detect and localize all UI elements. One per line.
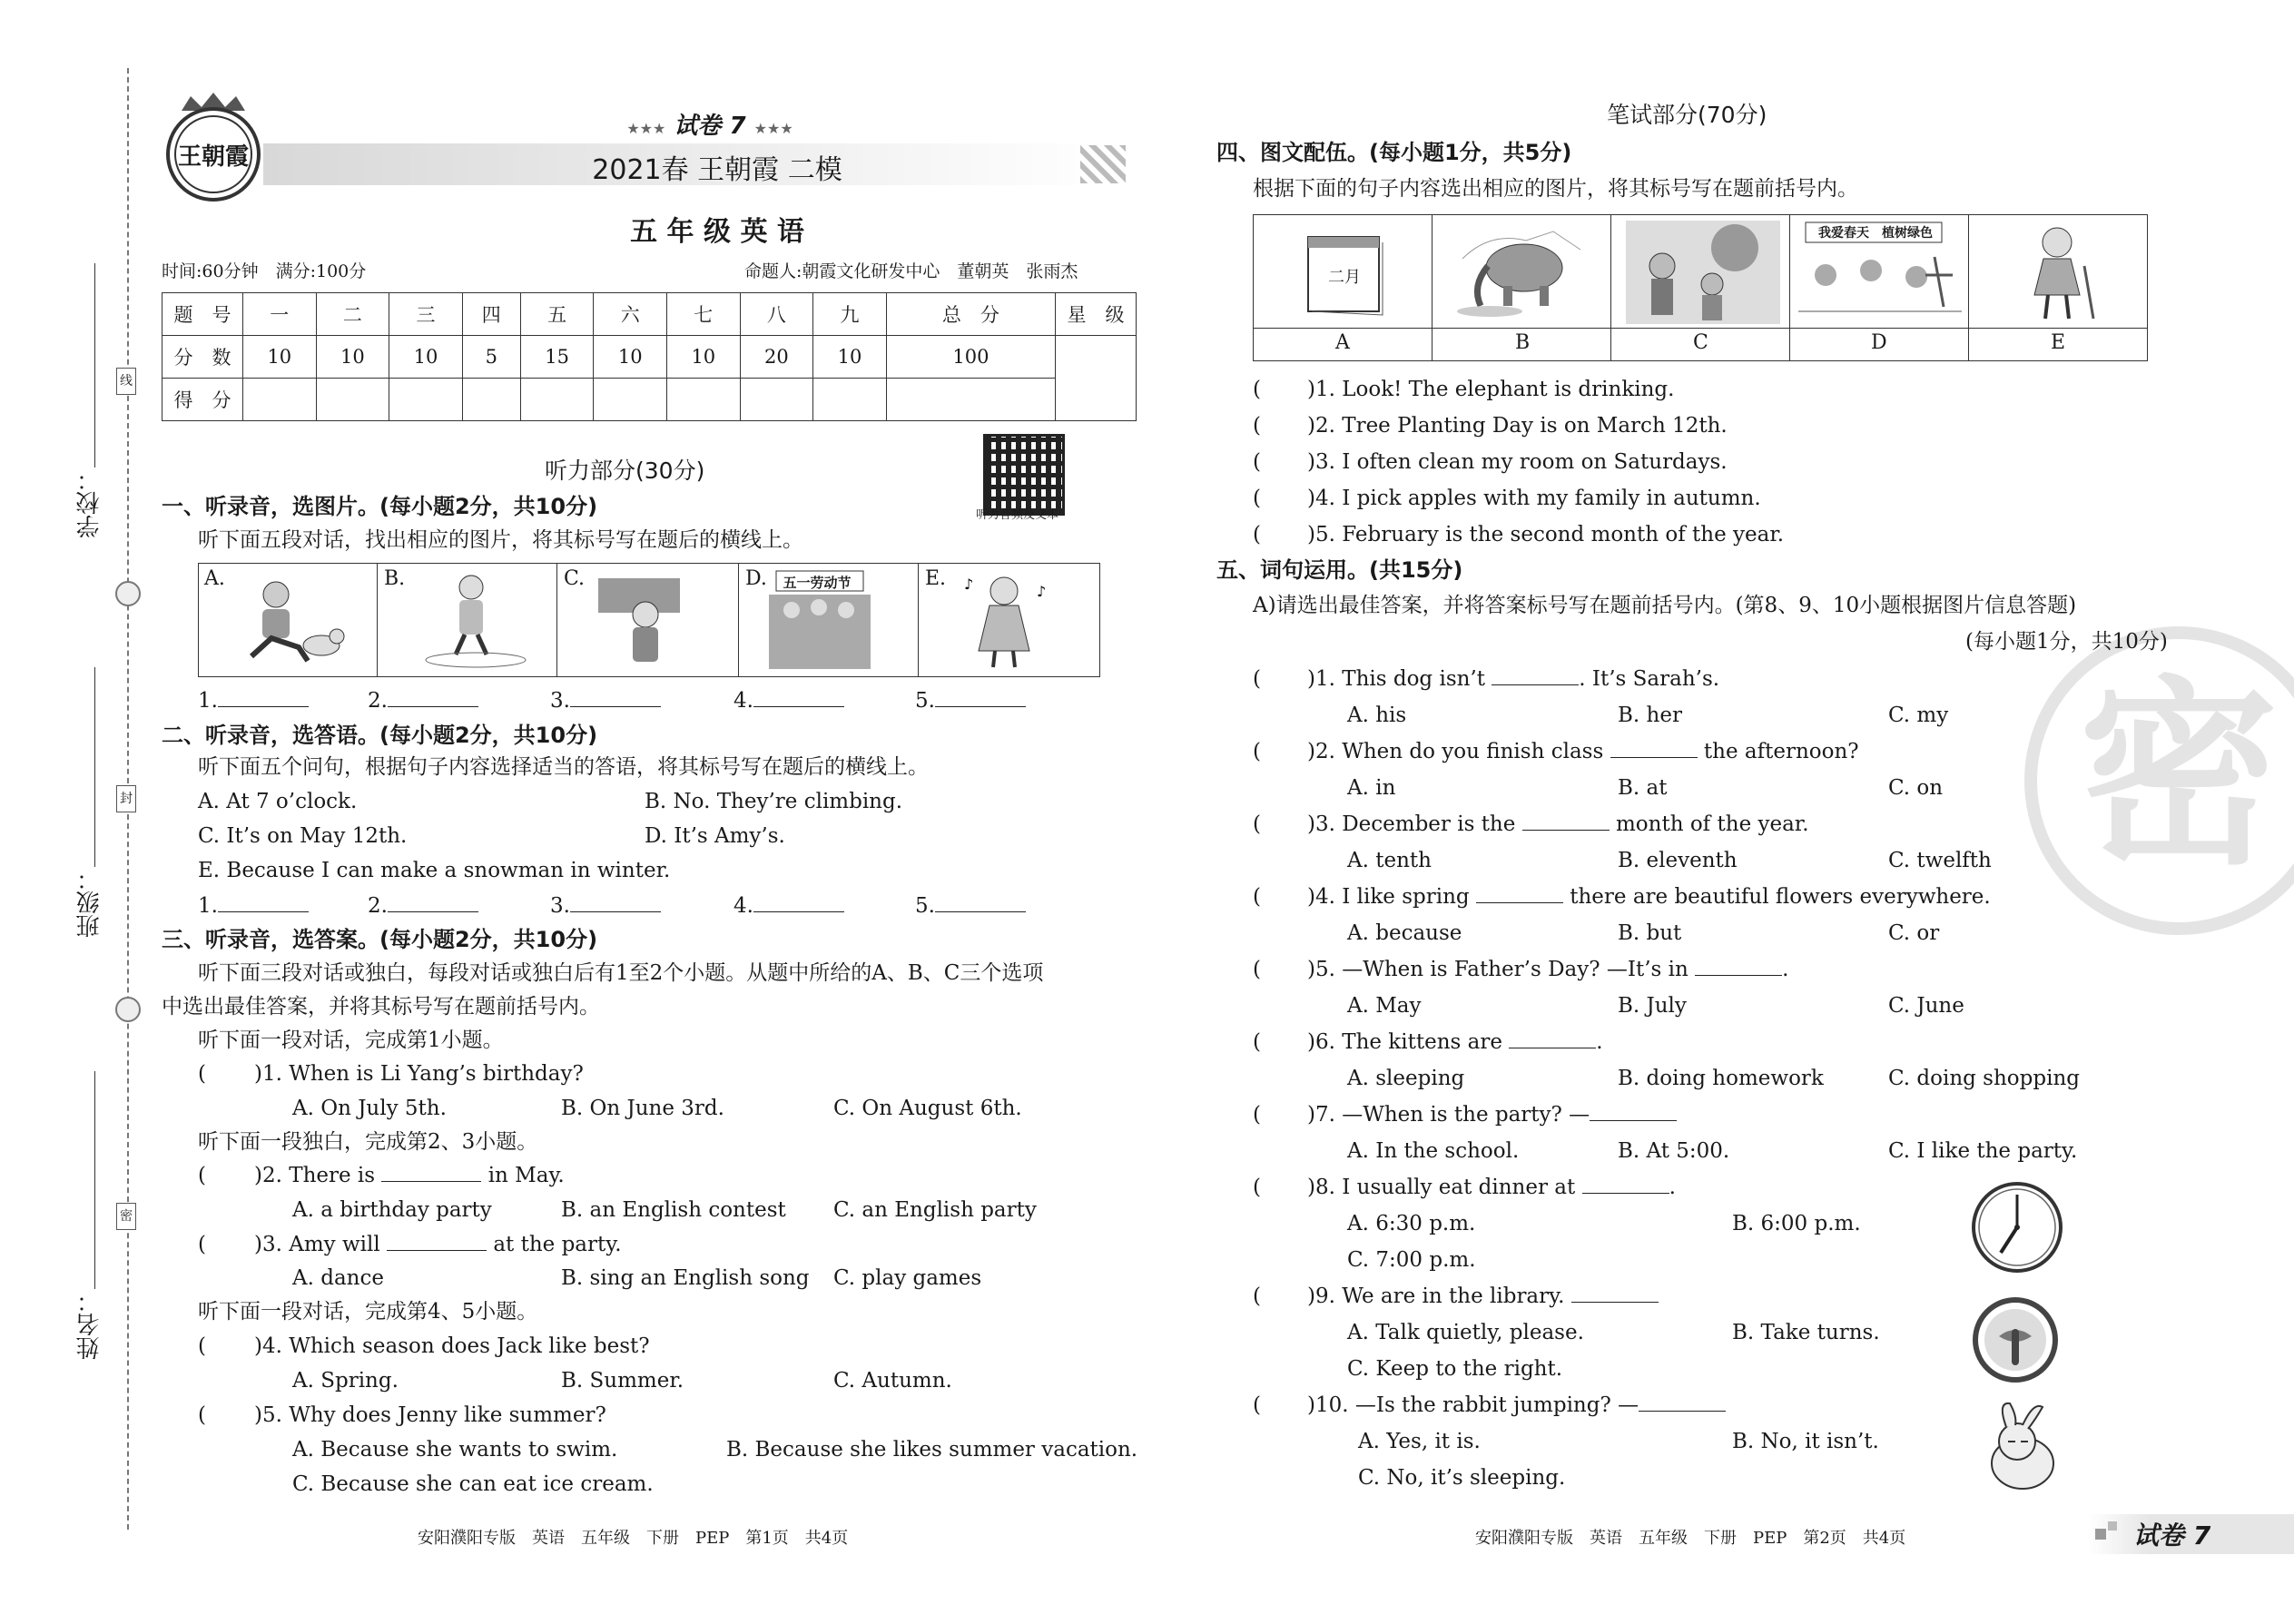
banner-text: 五一劳动节 (783, 575, 852, 591)
answer-paren[interactable]: ( (1253, 523, 1261, 546)
s1-answer-1: 1. (198, 687, 309, 714)
fill-blank[interactable] (1476, 902, 1563, 903)
answer-blank[interactable] (753, 911, 844, 912)
s5-q5-option-c: C. June (1888, 994, 1964, 1018)
column-header: 五 (520, 293, 594, 336)
answer-blank[interactable] (753, 706, 844, 707)
watermark-seal: 密 (2024, 626, 2294, 935)
s2-answer-1: 1. (198, 892, 309, 920)
s5-q3-option-b: B. eleventh (1618, 849, 1738, 872)
fill-blank[interactable] (381, 1181, 481, 1182)
s5-q8-option-b: B. 6:00 p.m. (1732, 1212, 1861, 1235)
points-cell: 10 (389, 336, 463, 379)
seal-char-feng: 封 (116, 785, 136, 812)
answer-blank[interactable] (388, 706, 478, 707)
column-header: 星 级 (1056, 293, 1137, 336)
answer-paren[interactable]: ( (1253, 885, 1261, 909)
s3-q2-option-a: A. a birthday party (292, 1198, 492, 1222)
s5-q9-option-c: C. Keep to the right. (1347, 1357, 1563, 1381)
seal-char-xian: 线 (116, 368, 136, 395)
points-cell: 10 (594, 336, 667, 379)
s4-heading: 四、图文配伍。(每小题1分，共5分) (1216, 140, 1572, 165)
svg-text:♪: ♪ (964, 576, 974, 593)
qr-code-icon[interactable] (983, 434, 1065, 516)
s2-option-c: C. It’s on May 12th. (198, 824, 408, 848)
column-header: 一 (243, 293, 317, 336)
column-header: 三 (389, 293, 463, 336)
points-cell: 100 (886, 336, 1055, 379)
s5-q5-stem: )5. —When is Father’s Day? —It’s in . (1307, 958, 1789, 981)
answer-blank[interactable] (218, 706, 309, 707)
picture-label: A. (204, 567, 225, 590)
answer-paren[interactable]: ( (1253, 378, 1261, 401)
answer-blank[interactable] (935, 911, 1026, 912)
answer-paren[interactable]: ( (1253, 487, 1261, 510)
page-tab-label: 试卷 7 (2133, 1521, 2211, 1550)
s4-item-1: )1. Look! The elephant is drinking. (1307, 378, 1675, 401)
answer-blank[interactable] (570, 706, 661, 707)
s5-q3-option-c: C. twelfth (1888, 849, 1992, 872)
s3-q1-option-a: A. On July 5th. (292, 1097, 447, 1120)
s1-answer-2: 2. (368, 687, 478, 714)
s3-intro-3: 听下面一段对话，完成第4、5小题。 (198, 1300, 538, 1324)
points-cell: 10 (316, 336, 389, 379)
picture-label: E (2051, 331, 2066, 354)
answer-paren[interactable]: ( (1253, 450, 1261, 474)
s2-answer-3: 3. (550, 892, 661, 920)
s4-item-3: )3. I often clean my room on Saturdays. (1307, 450, 1728, 474)
s5-q6-option-c: C. doing shopping (1888, 1067, 2080, 1090)
s5-sub-a: A)请选出最佳答案，并将答案标号写在题前括号内。(第8、9、10小题根据图片信息答题) (1253, 594, 2077, 617)
star-rating-cell[interactable] (1056, 336, 1137, 421)
score-cell[interactable] (462, 379, 520, 421)
s5-q2-option-c: C. on (1888, 776, 1944, 800)
picture-label: B (1515, 331, 1531, 354)
binding-hole-icon (115, 997, 141, 1022)
s3-instruction-2: 中选出最佳答案，并将其标号写在题前括号内。 (162, 995, 600, 1019)
fill-blank[interactable] (1695, 975, 1782, 976)
s4-picture-strip (1253, 214, 2148, 361)
table-row (162, 293, 1137, 336)
footer-left: 安阳濮阳专版 英语 五年级 下册 PEP 第1页 共4页 (418, 1529, 849, 1548)
s3-q2-option-c: C. an English party (833, 1198, 1037, 1222)
fill-blank[interactable] (387, 1250, 487, 1251)
picture-label: D (1871, 331, 1887, 354)
s4-item-5: )5. February is the second month of the year. (1307, 523, 1785, 546)
s3-q1-option-b: B. On June 3rd. (561, 1097, 724, 1120)
s5-q3-stem: )3. December is the month of the year. (1307, 812, 1809, 836)
svg-text:♪: ♪ (1037, 583, 1047, 600)
answer-paren[interactable]: ( (1253, 1176, 1261, 1199)
picture-label: E. (925, 567, 947, 590)
points-cell: 15 (520, 336, 594, 379)
s2-option-d: D. It’s Amy’s. (645, 824, 785, 848)
fill-blank[interactable] (1582, 1193, 1669, 1194)
s5-q10-stem: )10. —Is the rabbit jumping? — (1307, 1392, 1726, 1419)
table-row (162, 379, 1137, 421)
picture-label: A (1335, 331, 1350, 354)
s3-instruction-1: 听下面三段对话或独白，每段对话或独白后有1至2个小题。从题中所给的A、B、C三个选项 (198, 961, 1044, 985)
s5-q5-option-b: B. July (1618, 994, 1687, 1018)
girl-skating-picture (421, 571, 530, 669)
score-cell[interactable] (520, 379, 594, 421)
calendar-text: 二月 (1328, 268, 1361, 287)
answer-blank[interactable] (935, 706, 1026, 707)
fill-blank[interactable] (1571, 1302, 1659, 1303)
s5-heading: 五、词句运用。(共15分) (1216, 557, 1463, 583)
s2-answer-4: 4. (733, 892, 844, 920)
qr-caption: 听力音频及文本 (976, 508, 1059, 522)
teacher-with-calendar-picture (589, 573, 698, 671)
listening-title: 听力部分(30分) (545, 458, 705, 484)
answer-blank[interactable] (218, 911, 309, 912)
s3-q4-option-c: C. Autumn. (833, 1369, 952, 1393)
subject-title: 五 年 级 英 语 (630, 216, 804, 248)
s3-q5-option-c: C. Because she can eat ice cream. (292, 1472, 654, 1496)
answer-paren[interactable]: ( (198, 1334, 206, 1358)
column-header: 九 (813, 293, 887, 336)
school-label: 学校： (76, 468, 103, 538)
s2-option-b: B. No. They’re climbing. (645, 790, 903, 813)
s3-q5-option-b: B. Because she likes summer vacation. (726, 1438, 1138, 1462)
class-field[interactable] (94, 667, 95, 867)
s5-q1-option-c: C. my (1888, 704, 1949, 727)
binding-hole-icon (115, 581, 141, 606)
s2-option-a: A. At 7 o’clock. (198, 790, 358, 813)
time-info: 时间:60分钟 满分:100分 (162, 261, 367, 281)
s5-q10-option-c: C. No, it’s sleeping. (1358, 1466, 1566, 1490)
s4-instruction: 根据下面的句子内容选出相应的图片，将其标号写在题前括号内。 (1253, 177, 1858, 201)
column-header: 总 分 (886, 293, 1055, 336)
quiet-sign-icon (1972, 1296, 2059, 1383)
answer-paren[interactable]: ( (1253, 958, 1261, 981)
s5-q6-option-a: A. sleeping (1347, 1067, 1465, 1090)
column-header: 四 (462, 293, 520, 336)
score-cell[interactable] (243, 379, 317, 421)
s5-q8-stem: )8. I usually eat dinner at . (1307, 1176, 1676, 1199)
s3-q4-option-a: A. Spring. (292, 1369, 399, 1393)
s2-answer-2: 2. (368, 892, 478, 920)
elephant-drinking-picture (1453, 222, 1590, 322)
score-cell[interactable] (667, 379, 741, 421)
picture-label: C (1693, 331, 1708, 354)
s3-intro-1: 听下面一段对话，完成第1小题。 (198, 1029, 504, 1052)
header-cell: 题 号 (162, 293, 243, 336)
score-table (162, 292, 1137, 421)
family-picking-apples-picture (1626, 221, 1780, 324)
s3-heading: 三、听录音，选答案。(每小题2分，共10分) (162, 927, 598, 952)
s5-q4-option-c: C. or (1888, 921, 1940, 945)
s3-q1-stem: )1. When is Li Yang’s birthday? (254, 1062, 584, 1086)
header-cell: 得 分 (162, 379, 243, 421)
logo-text: 王朝霞 (177, 143, 249, 171)
answer-paren[interactable]: ( (1253, 1393, 1261, 1417)
s2-answer-5: 5. (915, 892, 1026, 920)
s5-q2-option-a: A. in (1347, 776, 1396, 800)
answer-paren[interactable]: ( (1253, 1284, 1261, 1308)
s3-q2-option-b: B. an English contest (561, 1198, 786, 1222)
s3-q3-stem: )3. Amy will at the party. (254, 1233, 622, 1256)
points-cell: 20 (740, 336, 813, 379)
column-header: 六 (594, 293, 667, 336)
points-cell: 10 (813, 336, 887, 379)
picture-label: B. (384, 567, 406, 590)
answer-paren[interactable]: ( (1253, 740, 1261, 763)
header-cell: 分 数 (162, 336, 243, 379)
authors: 命题人:朝霞文化研发中心 董朝英 张雨杰 (744, 261, 1078, 281)
s5-q8-option-a: A. 6:30 p.m. (1347, 1212, 1476, 1235)
s3-q5-option-a: A. Because she wants to swim. (292, 1438, 618, 1462)
footer-right: 安阳濮阳专版 英语 五年级 下册 PEP 第2页 共4页 (1475, 1529, 1906, 1548)
s5-q9-option-a: A. Talk quietly, please. (1347, 1321, 1584, 1344)
s5-q10-option-b: B. No, it isn’t. (1732, 1430, 1879, 1453)
score-cell[interactable] (740, 379, 813, 421)
s5-q6-option-b: B. doing homework (1618, 1067, 1824, 1090)
answer-blank[interactable] (388, 911, 478, 912)
written-title: 笔试部分(70分) (1607, 102, 1767, 128)
s5-q4-option-a: A. because (1347, 921, 1462, 945)
s5-q7-option-b: B. At 5:00. (1618, 1139, 1730, 1163)
fill-blank[interactable] (1522, 830, 1610, 831)
s2-heading: 二、听录音，选答语。(每小题2分，共10分) (162, 723, 598, 748)
s3-q3-option-a: A. dance (292, 1266, 384, 1290)
answer-paren[interactable]: ( (1253, 1030, 1261, 1054)
answer-paren[interactable]: ( (198, 1062, 206, 1086)
score-cell[interactable] (594, 379, 667, 421)
s3-q1-option-c: C. On August 6th. (833, 1097, 1022, 1120)
answer-paren[interactable]: ( (1253, 667, 1261, 691)
points-cell: 10 (243, 336, 317, 379)
column-header: 八 (740, 293, 813, 336)
points-cell: 10 (667, 336, 741, 379)
fill-blank[interactable] (1610, 757, 1698, 758)
s5-q9-stem: )9. We are in the library. (1307, 1283, 1659, 1310)
seal-char-mi: 密 (116, 1203, 136, 1230)
class-label: 班级： (76, 867, 103, 938)
logo (145, 91, 281, 204)
s5-sub-a-points: (每小题1分，共10分) (1965, 630, 2168, 654)
school-field[interactable] (94, 263, 95, 468)
s5-q7-stem: )7. —When is the party? — (1307, 1101, 1677, 1128)
tab-square-icon (2108, 1521, 2117, 1530)
s5-q1-option-a: A. his (1347, 704, 1407, 727)
picture-label: C. (564, 567, 586, 590)
s3-q5-stem: )5. Why does Jenny like summer? (254, 1403, 606, 1427)
s5-q6-stem: )6. The kittens are . (1307, 1030, 1603, 1054)
column-header: 二 (316, 293, 389, 336)
score-cell[interactable] (389, 379, 463, 421)
s2-instruction: 听下面五个问句，根据句子内容选择适当的答语，将其标号写在题后的横线上。 (198, 755, 929, 779)
s5-q2-stem: )2. When do you finish class the afternoon? (1307, 740, 1859, 763)
answer-paren[interactable]: ( (1253, 1103, 1261, 1127)
banner-text: 我爱春天 植树绿色 (1818, 226, 1933, 241)
score-cell[interactable] (886, 379, 1055, 421)
paper-number: ★★★ 试卷 7 ★★★ (626, 113, 793, 140)
fill-blank[interactable] (1590, 1120, 1677, 1121)
name-label: 姓名： (76, 1289, 103, 1360)
s2-option-e: E. Because I can make a snowman in winter. (198, 859, 671, 882)
s5-q5-option-a: A. May (1347, 994, 1422, 1018)
s5-q7-option-a: A. In the school. (1347, 1139, 1520, 1163)
s3-q3-option-c: C. play games (833, 1266, 982, 1290)
s1-answer-4: 4. (733, 687, 844, 714)
s3-q4-option-b: B. Summer. (561, 1369, 684, 1393)
s5-q8-option-c: C. 7:00 p.m. (1347, 1248, 1476, 1272)
s5-q3-option-a: A. tenth (1347, 849, 1432, 872)
s3-q4-stem: )4. Which season does Jack like best? (254, 1334, 650, 1358)
s5-q9-option-b: B. Take turns. (1732, 1321, 1880, 1344)
sleeping-rabbit-icon (1970, 1398, 2070, 1498)
s1-heading: 一、听录音，选图片。(每小题2分，共10分) (162, 494, 598, 519)
answer-paren[interactable]: ( (198, 1403, 206, 1427)
s5-q2-option-b: B. at (1618, 776, 1668, 800)
s1-instruction: 听下面五段对话，找出相应的图片，将其标号写在题后的横线上。 (198, 528, 803, 552)
s1-answer-5: 5. (915, 687, 1026, 714)
s3-q2-stem: )2. There is in May. (254, 1164, 565, 1187)
score-cell[interactable] (316, 379, 389, 421)
name-field[interactable] (94, 1071, 95, 1289)
s5-q1-stem: )1. This dog isn’t . It’s Sarah’s. (1307, 667, 1720, 691)
clock-icon (1970, 1180, 2064, 1275)
s3-q3-option-b: B. sing an English song (561, 1266, 810, 1290)
s1-picture-strip (198, 563, 1100, 677)
s4-item-4: )4. I pick apples with my family in autumn. (1307, 487, 1761, 510)
fill-blank[interactable] (1492, 684, 1579, 685)
answer-paren[interactable]: ( (1253, 812, 1261, 836)
answer-paren[interactable]: ( (198, 1233, 206, 1256)
picture-label: D. (745, 567, 767, 590)
score-cell[interactable] (813, 379, 887, 421)
s3-intro-2: 听下面一段独白，完成第2、3小题。 (198, 1130, 538, 1154)
s4-item-2: )2. Tree Planting Day is on March 12th. (1307, 414, 1728, 438)
s1-answer-3: 3. (550, 687, 661, 714)
checker-decoration (1080, 145, 1126, 183)
s5-q4-option-b: B. but (1618, 921, 1682, 945)
tab-square-icon (2095, 1529, 2106, 1540)
s5-q10-option-a: A. Yes, it is. (1358, 1430, 1481, 1453)
s5-q1-option-b: B. her (1618, 704, 1682, 727)
answer-paren[interactable]: ( (1253, 414, 1261, 438)
girl-cleaning-picture (2007, 221, 2116, 324)
fill-blank[interactable] (1639, 1411, 1726, 1412)
table-row (162, 336, 1137, 379)
answer-blank[interactable] (570, 911, 661, 912)
boy-with-dog-picture (235, 575, 353, 670)
s5-q7-option-c: C. I like the party. (1888, 1139, 2078, 1163)
points-cell: 5 (462, 336, 520, 379)
exam-title: 2021春 王朝霞 二模 (592, 154, 842, 186)
column-header: 七 (667, 293, 741, 336)
answer-paren[interactable]: ( (198, 1164, 206, 1187)
girl-singing-picture (957, 569, 1057, 671)
s5-q4-stem: )4. I like spring there are beautiful flowers everywhere. (1307, 885, 1991, 909)
